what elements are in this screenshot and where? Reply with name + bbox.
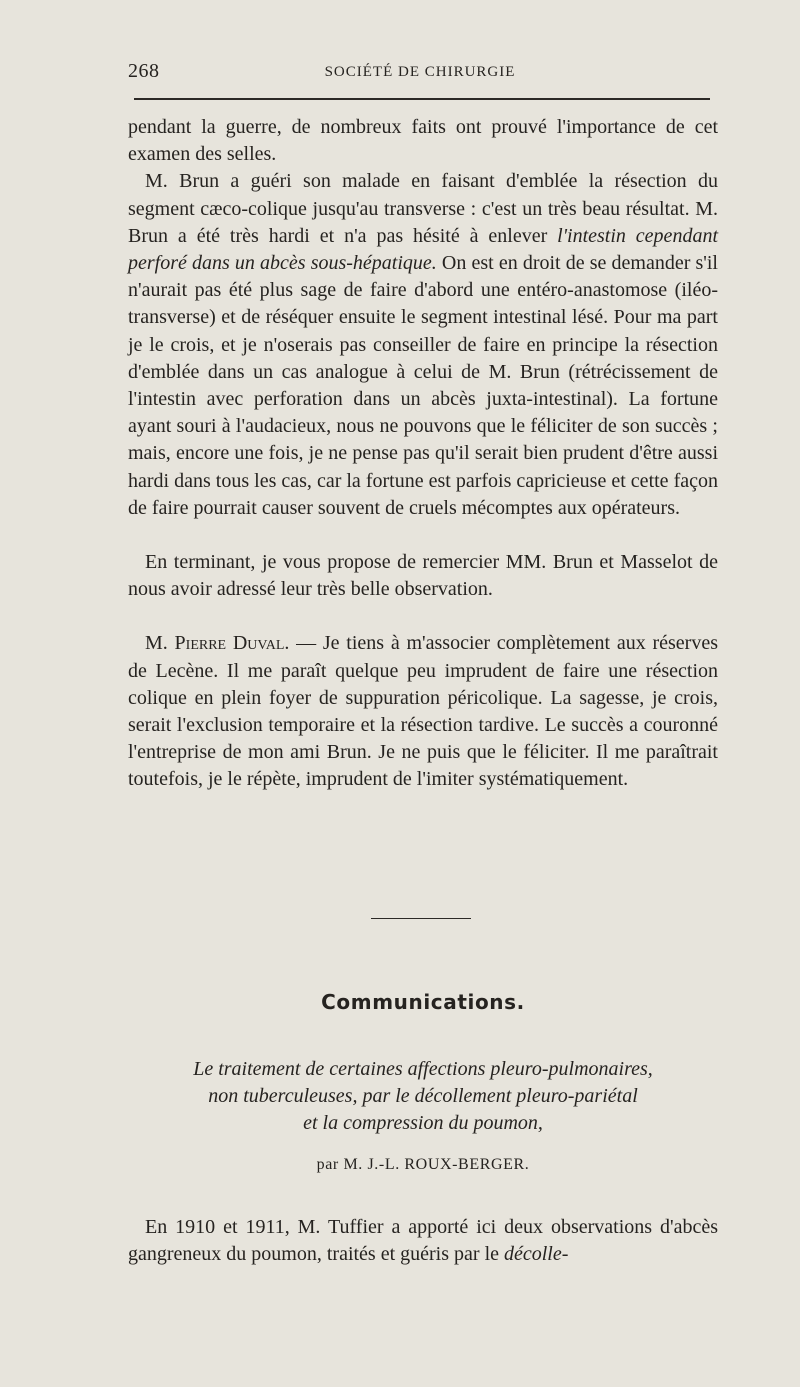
paragraph-3-text: En terminant, je vous propose de remercier MM. Brun et Masselot de nous avoir adressé leur très belle observation. (128, 551, 718, 601)
paragraph-4-text: . — Je tiens à m'associer complètement aux réserves de Lecène. Il me paraît quelque peu imprudent de faire une résection colique en plein foyer de suppuration péricolique. La sagesse, je crois, serait l'exclusion temporaire et la résection tardive. Le succès a couronné l'entreprise de mon ami Brun. Je ne puis que le féliciter. Il me paraîtrait toutefois, je le répète, imprudent de l'imiter systématiquement. (128, 632, 718, 791)
section-divider (371, 918, 471, 919)
paragraph-2-text-b: On est en droit de se demander s'il n'aurait pas été plus sage de faire d'abord une entéro-anastomose (iléo-transverse) et de réséquer ensuite le segment intestinal lésé. Pour ma part je le crois, et je n'oserais pas conseiller de faire en principe la résection d'emblée dans un cas analogue à celui de M. Brun (rétrécissement de l'intestin avec perforation dans un abcès juxta-intestinal). La fortune ayant souri à l'audacieux, nous ne pouvons que le féliciter de son succès ; mais, encore une fois, je ne pense pas qu'il serait bien prudent d'être aussi hardi dans tous les cas, car la fortune est parfois capricieuse et cette façon de faire pourrait causer souvent de cruels mécomptes aux opérateurs. (128, 252, 718, 519)
paragraph-4-speaker-prefix: M. (145, 632, 175, 655)
byline: par M. J.-L. ROUX-BERGER. (316, 1156, 530, 1173)
paragraph-2 (128, 168, 718, 522)
article-title-line-1: Le traitement de certaines affections pleuro-pulmonaires, (193, 1058, 653, 1080)
page-number: 268 (128, 60, 160, 82)
final-paragraph (128, 1214, 718, 1268)
final-paragraph-italic: décolle- (504, 1243, 569, 1266)
speaker-name: Pierre Duval (174, 632, 285, 655)
paragraph-gap (128, 603, 718, 630)
paragraph-3 (128, 549, 718, 603)
body-text (128, 114, 718, 794)
article-title-line-2: non tuberculeuses, par le décollement pleuro-pariétal (208, 1085, 638, 1107)
paragraph-4 (128, 630, 718, 793)
header-rule (134, 98, 710, 100)
final-paragraph-text: En 1910 et 1911, M. Tuffier a apporté ici deux observations d'abcès gangreneux du poumon, traités et guéris par le (128, 1216, 718, 1266)
paragraph-gap (128, 522, 718, 549)
paragraph-1 (128, 114, 718, 168)
final-paragraph-block (128, 1214, 718, 1268)
article-title (128, 1056, 718, 1137)
paragraph-2-text-a: M. Brun a guéri son malade en faisant d'emblée la résection du segment cæco-colique jusqu'au transverse : c'est un très beau résultat. M. Brun a été très hardi et n'a pas hésité à enlever (128, 170, 718, 247)
paragraph-2-italic: l'intestin cependant perforé dans un abcès sous-hépatique. (128, 224, 718, 275)
section-title: Communications. (321, 990, 525, 1014)
article-title-line-3: et la compression du poumon, (303, 1112, 543, 1134)
page-header (128, 60, 712, 92)
paragraph-1-text: pendant la guerre, de nombreux faits ont prouvé l'importance de cet examen des selles. (128, 116, 718, 166)
running-head: SOCIÉTÉ DE CHIRURGIE (324, 64, 516, 80)
